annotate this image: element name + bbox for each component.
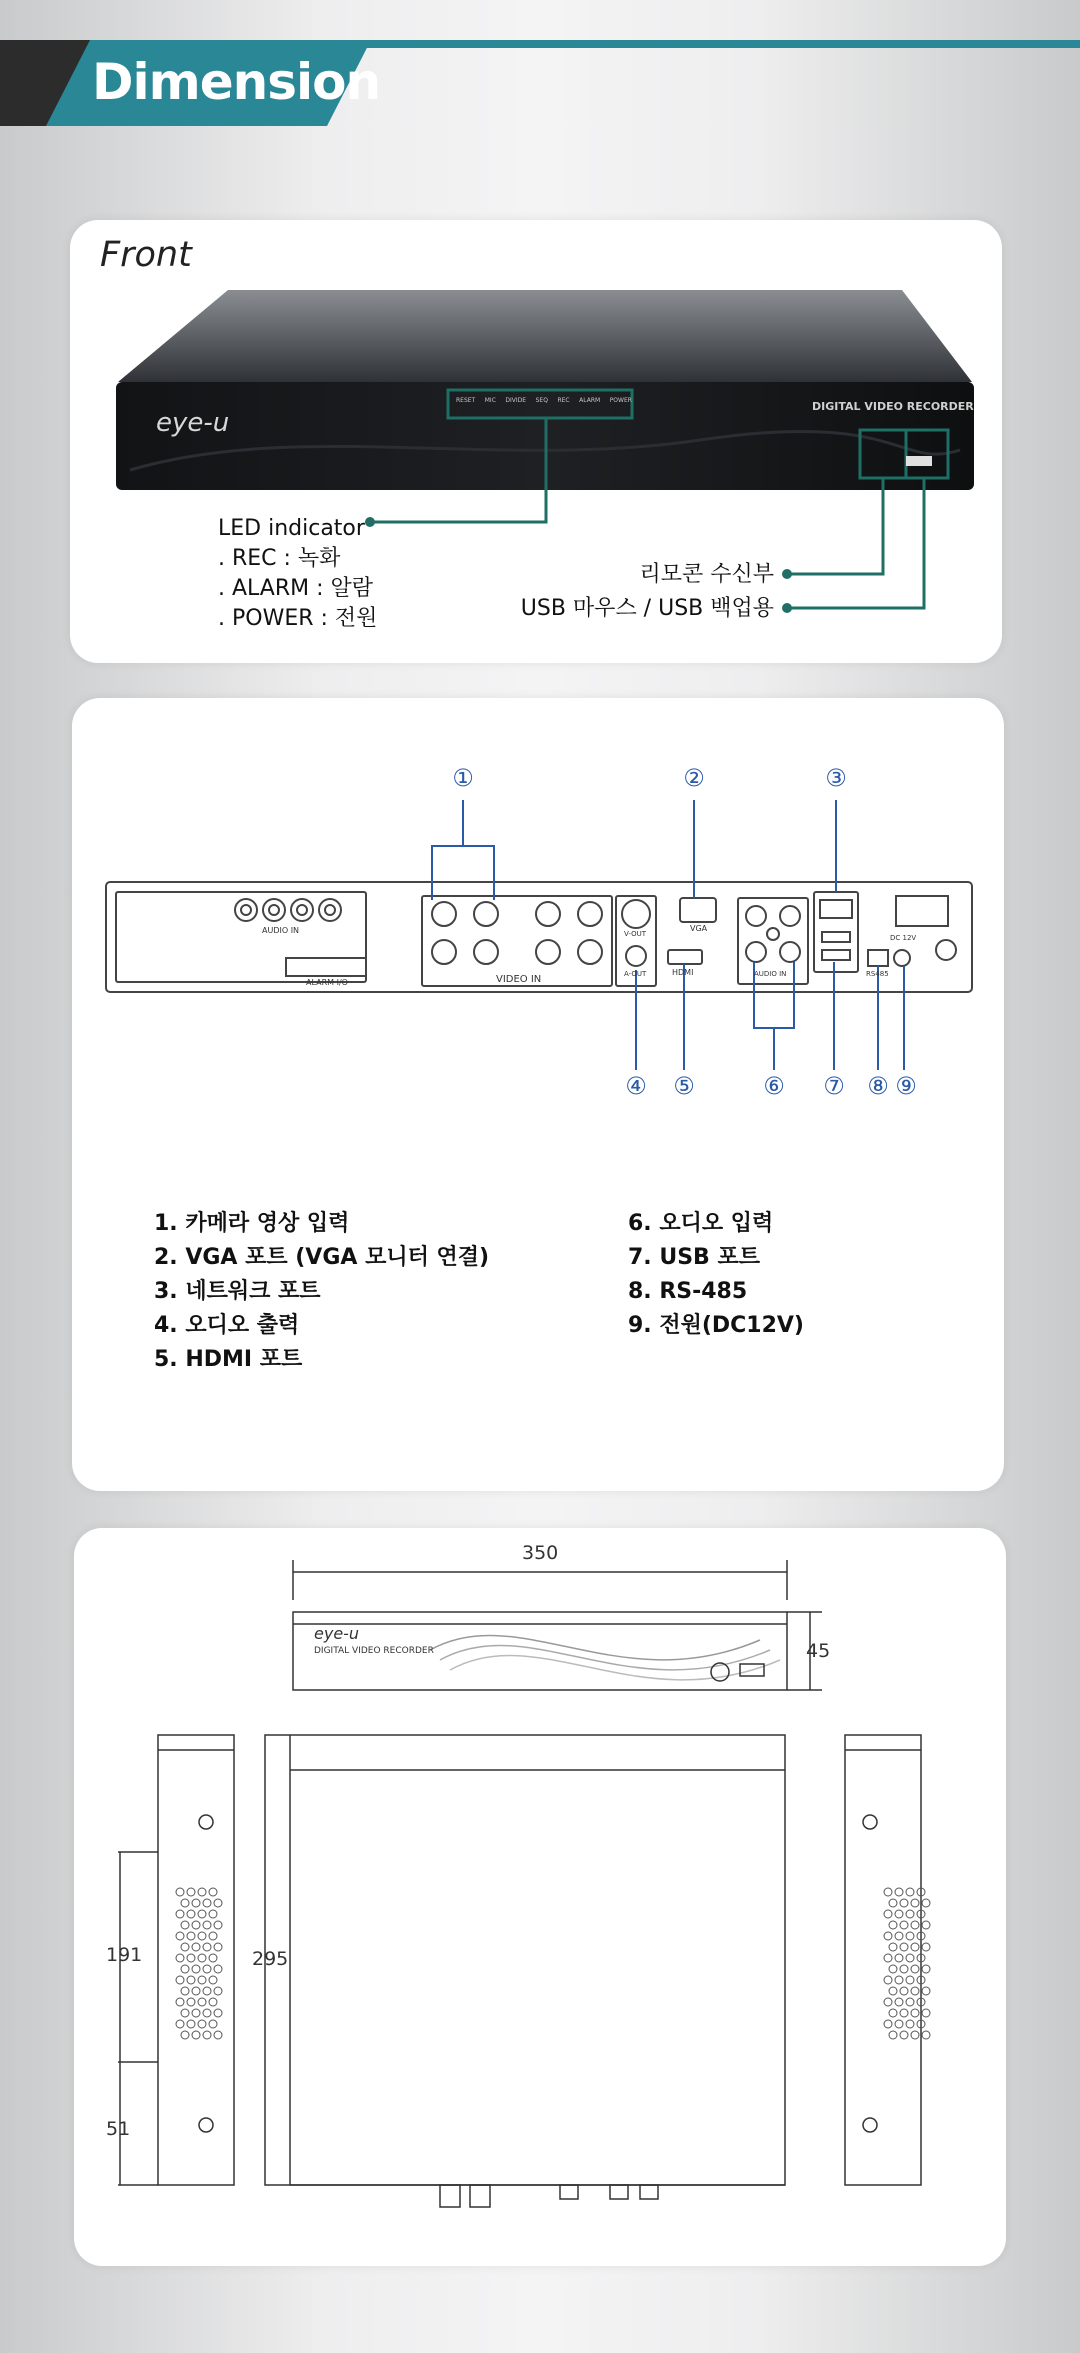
dim-width: 350 xyxy=(522,1542,559,1564)
list-item: 7. USB 포트 xyxy=(628,1245,760,1270)
rear-label-alarm-io: ALARM I/O xyxy=(306,978,348,987)
remote-callout: 리모콘 수신부 xyxy=(639,562,774,587)
rear-number-2: ② xyxy=(683,764,705,792)
led-divide: DIVIDE xyxy=(505,397,527,404)
list-item: 9. 전원(DC12V) xyxy=(628,1313,804,1338)
list-item: 3. 네트워크 포트 xyxy=(154,1279,321,1304)
rear-label-hdmi: HDMI xyxy=(672,968,694,977)
front-brand-logo: eye-u xyxy=(156,408,230,438)
page-title: Dimension xyxy=(92,53,381,111)
rear-label-audio-in: AUDIO IN xyxy=(262,926,300,935)
list-item: 2. VGA 포트 (VGA 모니터 연결) xyxy=(154,1245,490,1270)
dim-device-label: DIGITAL VIDEO RECORDER xyxy=(314,1646,434,1656)
rear-number-4: ④ xyxy=(625,1072,647,1100)
rear-label-a-out: A-OUT xyxy=(624,970,647,978)
list-item: 6. 오디오 입력 xyxy=(628,1211,774,1236)
list-item: 5. HDMI 포트 xyxy=(154,1347,303,1372)
rear-label-rs485: RS485 xyxy=(866,970,889,978)
dim-brand-logo: eye-u xyxy=(314,1624,360,1643)
rear-number-8: ⑧ xyxy=(867,1072,889,1100)
list-item: 8. RS-485 xyxy=(628,1279,748,1304)
dim-side-a: 191 xyxy=(106,1944,143,1966)
rear-number-6: ⑥ xyxy=(763,1072,785,1100)
led-seq: SEQ xyxy=(535,397,548,404)
usb-callout: USB 마우스 / USB 백업용 xyxy=(520,596,774,621)
list-item: 4. 오디오 출력 xyxy=(154,1313,300,1338)
front-title: Front xyxy=(100,235,192,275)
led-rec: REC xyxy=(557,397,570,404)
led-callout-alarm: . ALARM : 알람 xyxy=(218,576,374,601)
rear-number-5: ⑤ xyxy=(673,1072,695,1100)
dim-depth: 295 xyxy=(252,1948,289,1970)
rear-number-3: ③ xyxy=(825,764,847,792)
rear-label-v-out: V-OUT xyxy=(624,930,647,938)
led-mic: MIC xyxy=(484,397,496,404)
led-alarm: ALARM xyxy=(579,397,601,404)
led-power: POWER xyxy=(609,397,632,404)
list-item: 1. 카메라 영상 입력 xyxy=(154,1211,350,1236)
led-callout-rec: . REC : 녹화 xyxy=(218,546,341,571)
rear-label-audio-in-2: AUDIO IN xyxy=(754,970,787,978)
led-callout-power: . POWER : 전원 xyxy=(218,606,378,631)
led-reset: RESET xyxy=(456,397,476,404)
dim-height: 45 xyxy=(806,1640,831,1662)
rear-label-vga: VGA xyxy=(690,924,708,933)
rear-number-9: ⑨ xyxy=(895,1072,917,1100)
front-panel-label: DIGITAL VIDEO RECORDER xyxy=(812,400,974,413)
rear-number-7: ⑦ xyxy=(823,1072,845,1100)
led-callout-title: LED indicator xyxy=(218,516,365,541)
dim-side-b: 51 xyxy=(106,2118,131,2140)
rear-label-dc12v: DC 12V xyxy=(890,934,917,942)
rear-label-video-in: VIDEO IN xyxy=(496,974,542,985)
rear-number-1: ① xyxy=(452,764,474,792)
